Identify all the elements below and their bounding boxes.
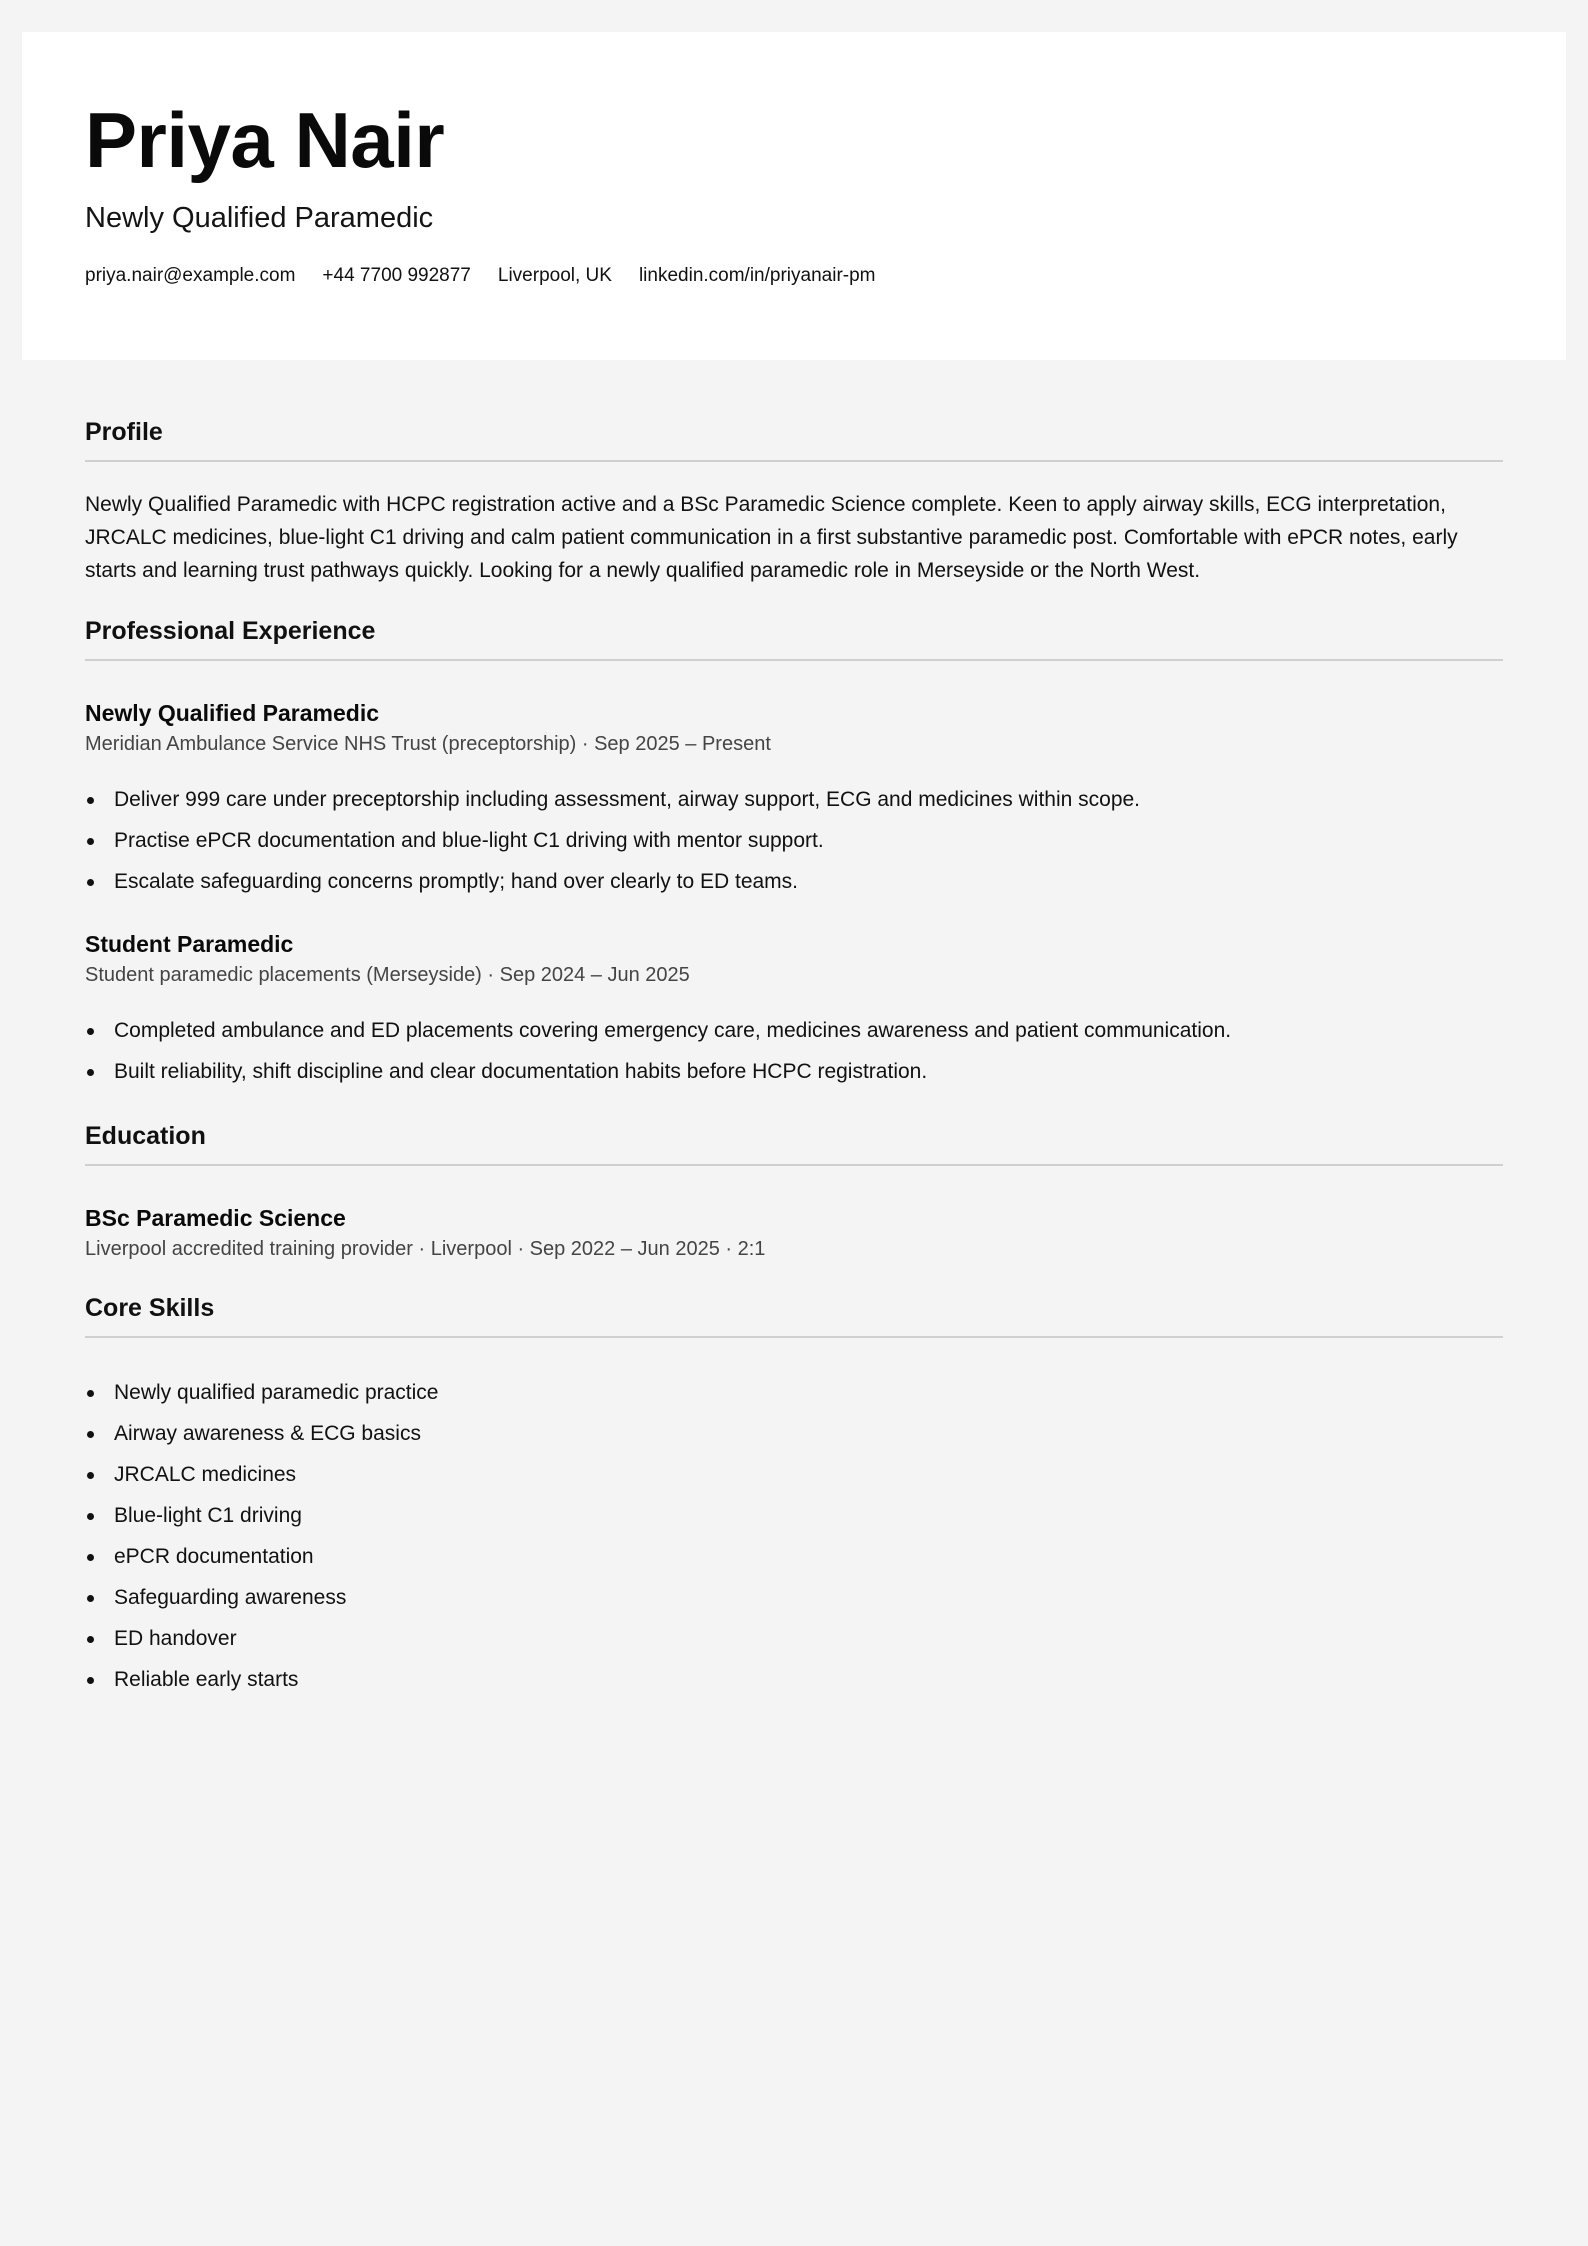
- skills-list: [85, 1372, 1503, 1700]
- job-meta: Meridian Ambulance Service NHS Trust (preceptorship) · Sep 2025 – Present: [85, 733, 771, 755]
- resume-header: [22, 32, 1566, 360]
- list-item: Completed ambulance and ED placements covering emergency care, medicines awareness and patient communication.: [85, 1010, 1503, 1051]
- section-divider: [85, 1164, 1503, 1166]
- section-title-education: Education: [85, 1122, 206, 1150]
- experience-entry: [85, 928, 1503, 1092]
- job-title: Student Paramedic: [85, 931, 294, 957]
- degree-meta: Liverpool accredited training provider · Liverpool · Sep 2022 – Jun 2025 · 2:1: [85, 1238, 766, 1260]
- skills-section: [85, 1290, 1503, 1700]
- list-item: Built reliability, shift discipline and clear documentation habits before HCPC registration.: [85, 1051, 1503, 1092]
- skill-item: Safeguarding awareness: [85, 1577, 1503, 1618]
- profile-section: [85, 414, 1503, 587]
- resume-body: [85, 414, 1503, 1700]
- degree-title: BSc Paramedic Science: [85, 1205, 346, 1231]
- list-item: Deliver 999 care under preceptorship including assessment, airway support, ECG and medicines within scope.: [85, 779, 1503, 820]
- candidate-name: Priya Nair: [85, 96, 445, 184]
- list-item: Practise ePCR documentation and blue-light C1 driving with mentor support.: [85, 820, 1503, 861]
- skill-item: JRCALC medicines: [85, 1454, 1503, 1495]
- job-bullets: [85, 779, 1503, 902]
- contact-email[interactable]: priya.nair@example.com: [85, 265, 296, 286]
- experience-section: [85, 613, 1503, 1092]
- experience-entry: [85, 697, 1503, 902]
- section-divider: [85, 460, 1503, 462]
- education-section: [85, 1118, 1503, 1264]
- job-bullets: [85, 1010, 1503, 1092]
- skill-item: Newly qualified paramedic practice: [85, 1372, 1503, 1413]
- section-divider: [85, 659, 1503, 661]
- contact-phone[interactable]: +44 7700 992877: [322, 265, 471, 286]
- skill-item: ePCR documentation: [85, 1536, 1503, 1577]
- job-title: Newly Qualified Paramedic: [85, 700, 380, 726]
- skill-item: ED handover: [85, 1618, 1503, 1659]
- job-meta: Student paramedic placements (Merseyside) · Sep 2024 – Jun 2025: [85, 964, 690, 986]
- candidate-headline: Newly Qualified Paramedic: [85, 202, 434, 234]
- profile-summary: Newly Qualified Paramedic with HCPC registration active and a BSc Paramedic Science complete. Keen to apply airway skills, ECG interpretation, JRCALC medicines, blue-light C1 driving and calm patient communication in a first substantive paramedic post. Comfortable with ePCR notes, early starts and learning trust pathways quickly. Looking for a newly qualified paramedic role in Merseyside or the North West.: [85, 493, 1458, 582]
- section-title-experience: Professional Experience: [85, 617, 376, 645]
- section-title-skills: Core Skills: [85, 1294, 215, 1322]
- contact-row: [85, 264, 1566, 288]
- list-item: Escalate safeguarding concerns promptly; hand over clearly to ED teams.: [85, 861, 1503, 902]
- skill-item: Reliable early starts: [85, 1659, 1503, 1700]
- contact-linkedin[interactable]: linkedin.com/in/priyanair-pm: [638, 265, 876, 286]
- section-title-profile: Profile: [85, 418, 163, 446]
- skill-item: Airway awareness & ECG basics: [85, 1413, 1503, 1454]
- section-divider: [85, 1336, 1503, 1338]
- contact-location: Liverpool, UK: [497, 265, 612, 286]
- education-entry: [85, 1202, 1503, 1264]
- skill-item: Blue-light C1 driving: [85, 1495, 1503, 1536]
